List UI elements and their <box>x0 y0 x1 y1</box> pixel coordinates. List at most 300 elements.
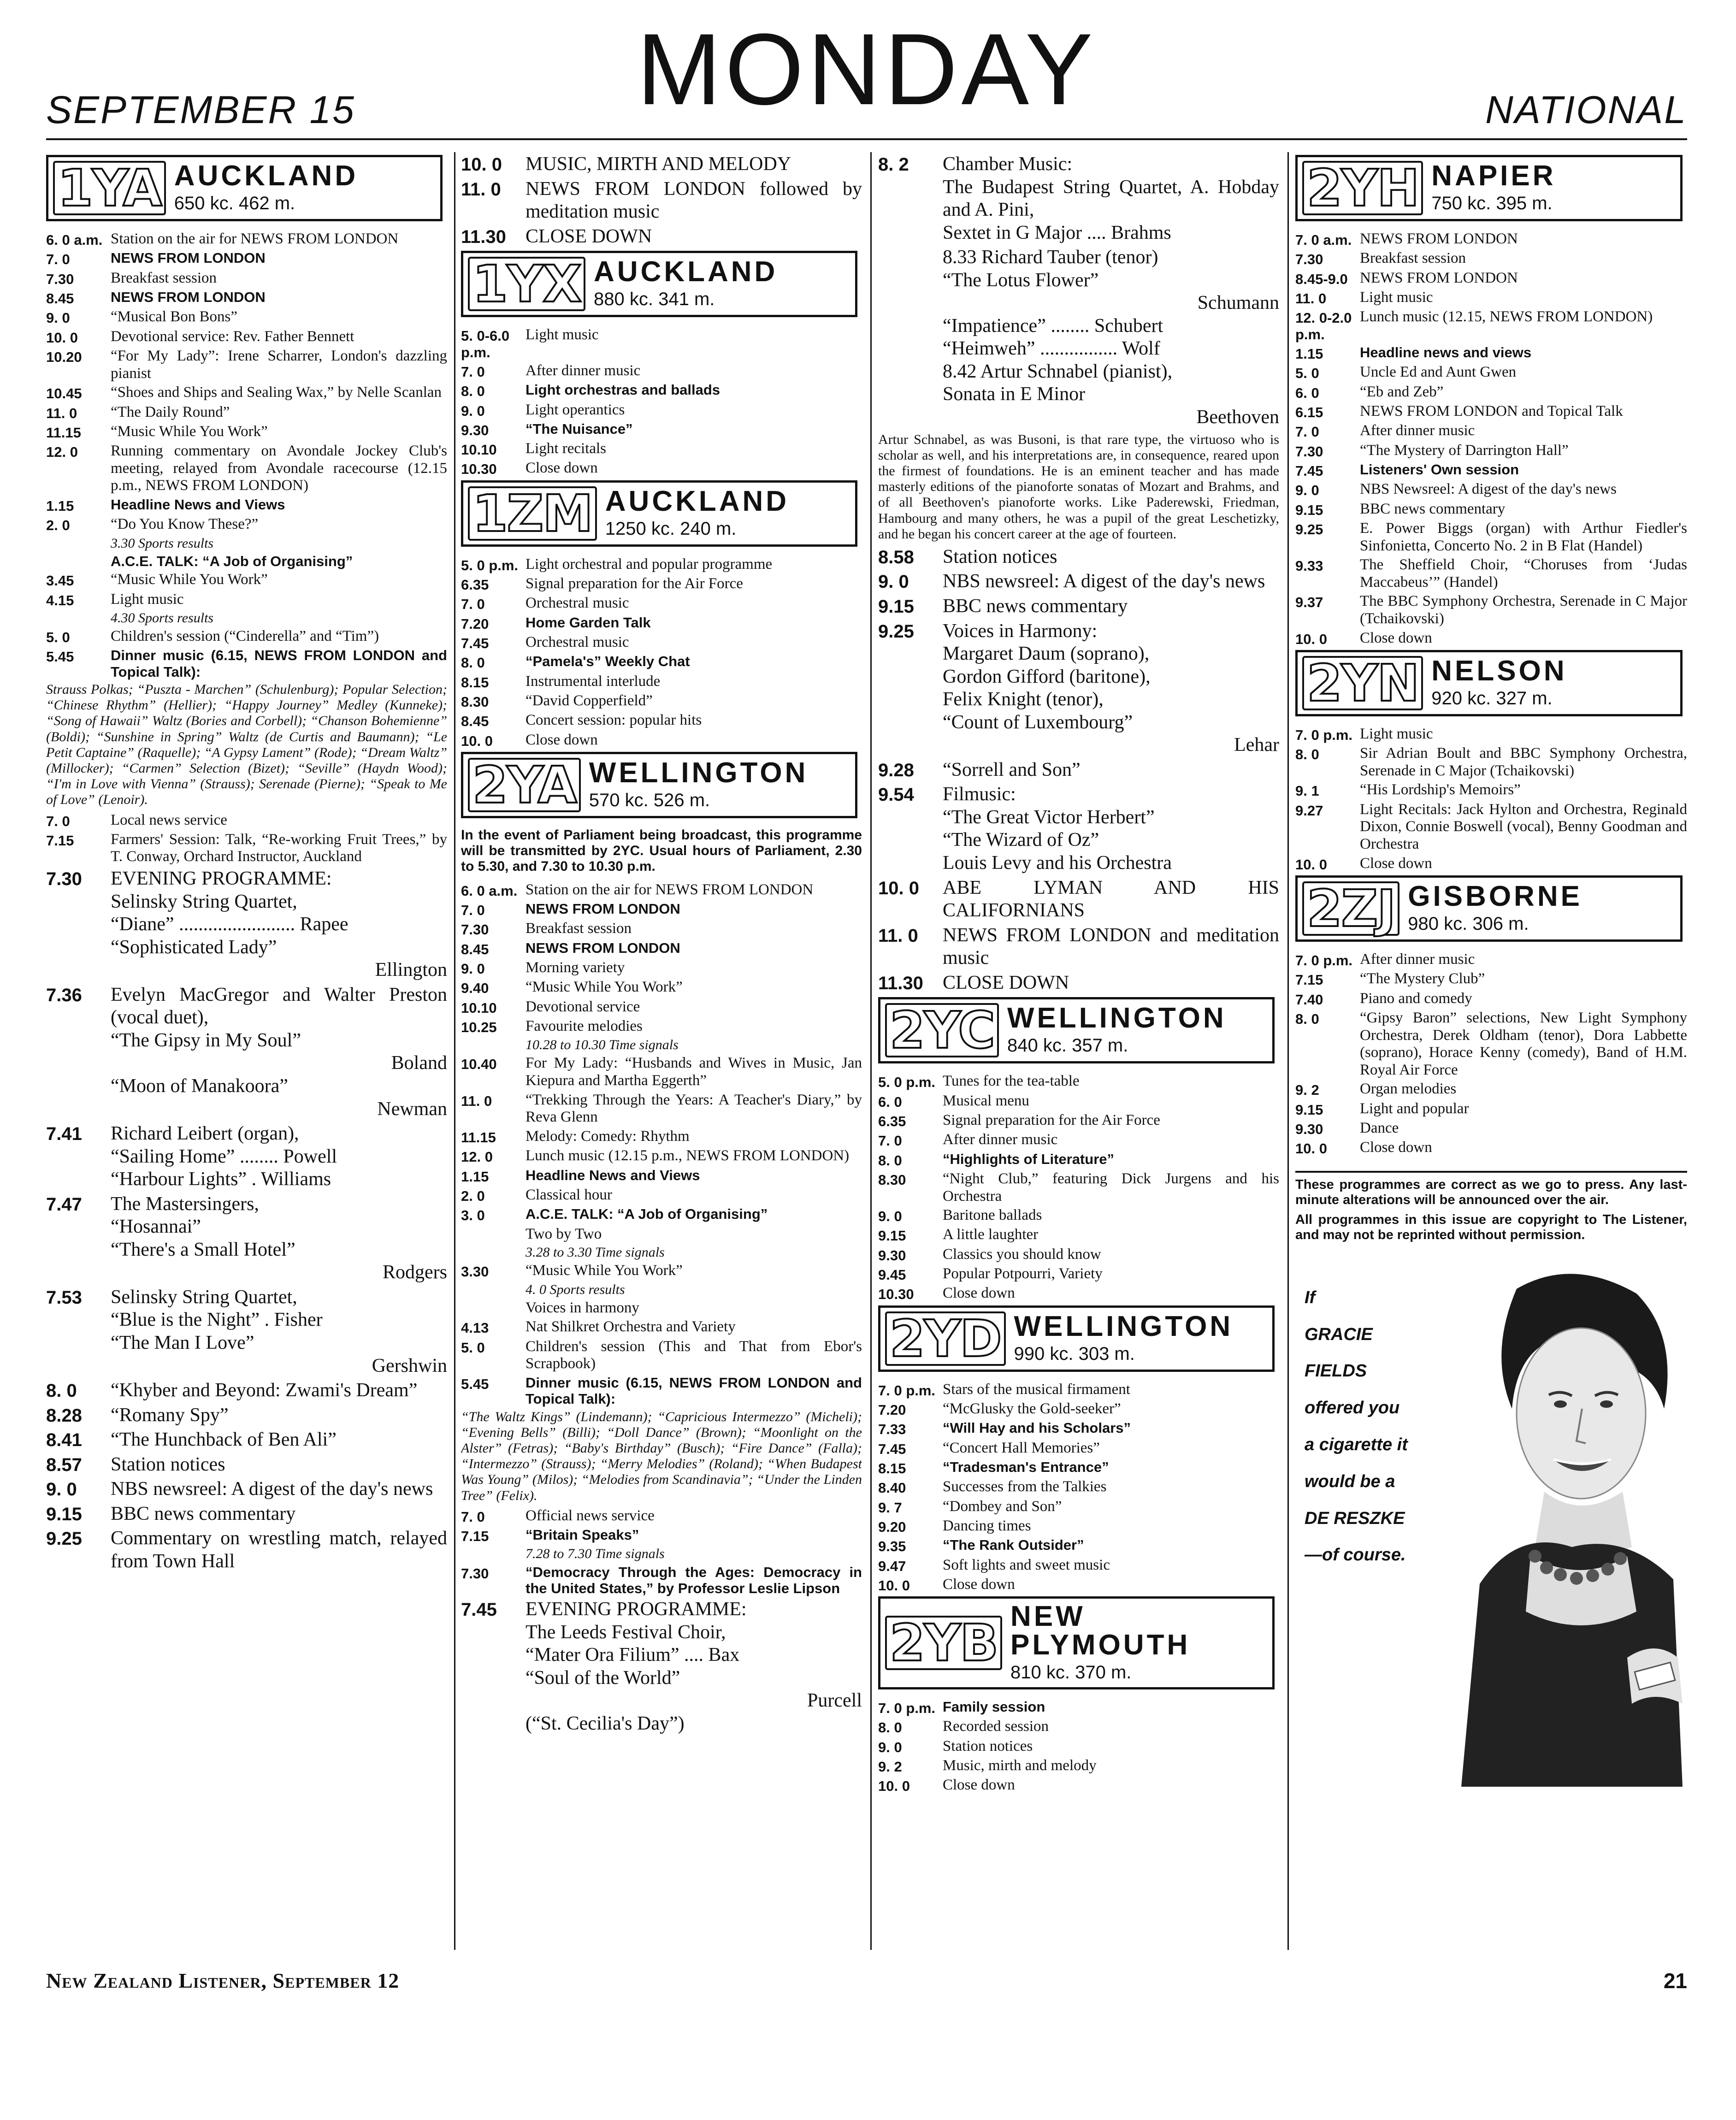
programme-description <box>111 1478 447 1501</box>
programme-item <box>1295 270 1687 287</box>
station-call-sign: 2YC <box>885 1003 999 1057</box>
programme-time: 10. 0 <box>461 732 493 749</box>
programme-time: 9.25 <box>46 1529 82 1549</box>
column-1 <box>46 152 447 1959</box>
programme-line: “Count of Luxembourg” <box>943 711 1133 733</box>
programme-description: Headline News and Views <box>526 1167 700 1183</box>
programme-item <box>1295 308 1687 343</box>
programme-item <box>1295 970 1687 988</box>
programme-description: Running commentary on Avondale Jockey Club's meeting, relayed from Avondale racecourse (12.15 p.m., NEWS FROM LONDON) <box>111 443 447 494</box>
programme-item <box>1295 403 1687 420</box>
programme-description: Musical menu <box>943 1092 1029 1109</box>
programme-description <box>943 153 1279 244</box>
programme-time: 4.15 <box>46 592 74 608</box>
programme-description: Recorded session <box>943 1718 1049 1735</box>
programme-description: Orchestral music <box>526 595 629 612</box>
programme-line: Evelyn MacGregor and Walter Preston (vocal duet), <box>111 984 447 1028</box>
programme-subnote: 4.30 Sports results <box>111 610 214 626</box>
programme-time: 11.15 <box>461 1129 496 1146</box>
programme-time: 6.35 <box>878 1113 906 1129</box>
programme-time: 9.28 <box>878 760 914 780</box>
programme-description: Light operantics <box>526 401 625 418</box>
station-name: NELSON <box>1431 655 1567 687</box>
programme-item <box>461 732 862 749</box>
station-name: WELLINGTON <box>1007 1002 1227 1034</box>
ad-text <box>1305 1280 1470 1574</box>
programme-description <box>526 1598 862 1735</box>
programme-description <box>111 984 447 1121</box>
programme-description: After dinner music <box>1360 951 1475 968</box>
programme-description: “Democracy Through the Ages: Democracy in the United States,” by Professor Leslie Lipson <box>526 1564 862 1596</box>
programme-line: Rodgers <box>383 1262 447 1283</box>
programme-time: 9. 0 <box>461 402 485 419</box>
programme-line: “There's a Small Hotel” <box>111 1239 295 1260</box>
programme-item <box>461 1507 862 1525</box>
programme-item <box>46 1453 447 1476</box>
station-info <box>1408 882 1582 935</box>
programme-time: 10.25 <box>461 1019 497 1035</box>
programme-line: CLOSE DOWN <box>526 225 652 247</box>
programme-description <box>111 1429 447 1452</box>
column-4 <box>1295 152 1687 1959</box>
programme-description: Dinner music (6.15, NEWS FROM LONDON and Topical Talk): <box>111 647 447 680</box>
station-call-sign: 2YB <box>885 1616 1002 1670</box>
programme-description: Light music <box>526 326 599 343</box>
programme-description: Headline News and Views <box>111 496 285 513</box>
programme-time: 9. 2 <box>878 1758 902 1775</box>
programme-time: 2. 0 <box>46 517 70 534</box>
programme-line: “Moon of Manakoora” <box>111 1075 288 1097</box>
programme-description: Devotional service <box>526 998 640 1015</box>
programme-description: Station notices <box>943 1737 1033 1754</box>
station-block <box>46 155 443 221</box>
programme-item <box>878 246 1279 429</box>
programme-line: “Impatience” ........ Schubert <box>943 315 1163 337</box>
programme-item <box>878 1092 1279 1110</box>
programme-time: 5.45 <box>461 1376 489 1393</box>
programme-line: “The Wizard of Oz” <box>943 829 1099 851</box>
programme-description: Devotional service: Rev. Father Bennett <box>111 328 354 345</box>
programme-item <box>878 1478 1279 1496</box>
programme-description: Signal preparation for the Air Force <box>943 1111 1160 1128</box>
programme-description: For My Lady: “Husbands and Wives in Music, Jan Kiepura and Martha Eggerth” <box>526 1055 862 1089</box>
programme-description: The BBC Symphony Orchestra, Serenade in C Major (Tchaikovski) <box>1360 593 1687 627</box>
programme-time: 8.30 <box>461 694 489 710</box>
station-block <box>878 997 1275 1063</box>
programme-line: Sonata in E Minor <box>943 384 1086 405</box>
programme-description <box>526 225 862 248</box>
programme-line: Richard Leibert (organ), <box>111 1123 299 1145</box>
programme-line: Purcell <box>807 1690 862 1712</box>
programme-description: “His Lordship's Memoirs” <box>1360 781 1521 798</box>
programme-description <box>943 546 1279 569</box>
programme-description <box>943 924 1279 970</box>
programme-time <box>461 1299 526 1317</box>
programme-item <box>461 1147 862 1165</box>
programme-description: Favourite melodies <box>526 1017 643 1034</box>
page-header <box>46 14 1687 138</box>
programme-subnote: 3.28 to 3.30 Time signals <box>526 1245 665 1260</box>
programme-description: After dinner music <box>943 1131 1058 1148</box>
programme-item <box>461 440 862 458</box>
programme-description: “Music While You Work” <box>526 1262 683 1279</box>
programme-item <box>878 1226 1279 1244</box>
programme-description: Instrumental interlude <box>526 673 661 690</box>
programme-time: 9.25 <box>878 621 914 642</box>
programme-time: 9.15 <box>1295 1101 1323 1118</box>
programme-description: Stars of the musical firmament <box>943 1381 1130 1398</box>
footer-publication: New Zealand Listener, September 12 <box>46 1969 400 1992</box>
programme-line: 8.33 Richard Tauber (tenor) <box>943 247 1158 268</box>
programme-description: Light music <box>111 591 184 608</box>
disclaimer-text: These programmes are correct as we go to press. Any last-minute alterations will be announced over the air. <box>1295 1177 1687 1207</box>
programme-description: Voices in harmony <box>526 1299 639 1316</box>
copyright-text: All programmes in this issue are copyright to The Listener, and may not be reprinted without permission. <box>1295 1212 1687 1242</box>
programme-line: Gordon Gifford (baritone), <box>943 666 1151 687</box>
programme-item <box>46 571 447 589</box>
programme-item <box>1295 855 1687 873</box>
programme-description <box>111 1193 447 1284</box>
programme-time: 5. 0-6.0 p.m. <box>461 328 510 360</box>
programme-description: “Music While You Work” <box>111 423 268 440</box>
programme-time: 7.47 <box>46 1194 82 1215</box>
programme-time: 7. 0 <box>461 902 485 918</box>
programme-description: “Concert Hall Memories” <box>943 1439 1100 1456</box>
programme-item <box>461 881 862 899</box>
header-date: SEPTEMBER 15 <box>46 88 355 131</box>
programme-item <box>878 546 1279 569</box>
programme-line: Gershwin <box>372 1355 447 1376</box>
programme-item <box>1295 461 1687 479</box>
programme-line: NEWS FROM LONDON and meditation music <box>943 924 1279 969</box>
ad-line: FIELDS <box>1305 1361 1367 1381</box>
programme-line: CLOSE DOWN <box>943 972 1069 993</box>
programme-time: 8.45-9.0 <box>1295 271 1348 287</box>
programme-line: “The Lotus Flower” <box>943 269 1099 291</box>
programme-time: 8. 0 <box>1295 1010 1319 1027</box>
ad-line: If <box>1305 1287 1316 1307</box>
programme-description: Two by Two <box>526 1225 602 1242</box>
programme-item <box>46 443 447 495</box>
programme-description: “Gipsy Baron” selections, New Light Symphony Orchestra, Derek Oldham (tenor), Dora Labbette (soprano), Horace Kenny (comedy), Band of H.M. Royal Air Force <box>1360 1009 1687 1078</box>
column-divider <box>870 152 872 1950</box>
programme-time: 8. 0 <box>46 1381 77 1401</box>
ad-line: would be a <box>1305 1471 1395 1491</box>
programme-list <box>878 1073 1279 1303</box>
programme-description: “Music While You Work” <box>526 979 683 996</box>
station-name: NEW PLYMOUTH <box>1010 1600 1191 1661</box>
programme-item <box>461 920 862 938</box>
programme-item <box>46 1429 447 1452</box>
programme-item <box>878 1151 1279 1169</box>
programme-description: A.C.E. TALK: “A Job of Organising” <box>111 553 353 569</box>
programme-list <box>461 881 862 1736</box>
programme-item <box>878 1112 1279 1129</box>
programme-line: Lehar <box>1234 734 1279 756</box>
programme-line: Station notices <box>943 546 1057 567</box>
programme-time: 8.45 <box>46 290 74 307</box>
programme-subnote: 3.30 Sports results <box>111 535 214 551</box>
programme-item <box>461 421 862 438</box>
programme-time: 11. 0 <box>46 405 77 421</box>
programme-time: 1.15 <box>461 1168 489 1185</box>
programme-description <box>943 246 1279 429</box>
page-number: 21 <box>1663 1969 1687 1993</box>
programme-item <box>461 326 862 360</box>
programme-description: “Pamela's” Weekly Chat <box>526 653 690 670</box>
programme-description <box>943 783 1279 874</box>
programme-list <box>878 153 1279 429</box>
programme-line: “Sorrell and Son” <box>943 759 1081 780</box>
programme-time: 9.35 <box>878 1538 906 1555</box>
programme-time: 10.30 <box>461 461 497 478</box>
dinner-music-list: Strauss Polkas; “Puszta - Marchen” (Schulenburg); Popular Selection; “Chinese Rhythm” (Hellier); “Happy Journey” Medley (Kunneke); “Song of Hawaii” Waltz (Bories and Corbell); “Chanson Bohemienne” (Boldi); “Sunshine in Spring” Waltz (de Curtis and Baumann); “Le Petit Captaine” (Raquelle); “A Gypsy Lament” (Rode); “Dream Waltz” (Millocker); “Carmen” Selection (Bizet); “Seville” (Haydn Wood); “I'm in Love with Vienna” (Strauss); Serenade (Pierne); “Speak to Me of Love” (Lenoir). <box>46 682 447 808</box>
programme-item <box>878 759 1279 782</box>
programme-line: The Leeds Festival Choir, <box>526 1621 726 1643</box>
programme-time: 11.30 <box>878 973 923 993</box>
programme-line: “Sailing Home” ........ Powell <box>111 1146 337 1167</box>
programme-time: 10.30 <box>878 1286 914 1303</box>
programme-time: 7.45 <box>461 635 489 652</box>
programme-item <box>46 1193 447 1284</box>
programme-item <box>46 1122 447 1191</box>
programme-time: 8.57 <box>46 1454 82 1475</box>
programme-item <box>1295 384 1687 401</box>
station-name: AUCKLAND <box>174 160 359 192</box>
programme-time: 6.35 <box>461 577 489 593</box>
programme-item <box>878 1073 1279 1090</box>
station-info <box>1014 1312 1234 1365</box>
programme-time: 7.20 <box>461 615 489 632</box>
programme-description: “The Mystery of Darrington Hall” <box>1360 442 1569 459</box>
programme-time: 8.15 <box>878 1460 906 1477</box>
programme-description: Close down <box>943 1285 1015 1302</box>
programme-description: “Shoes and Ships and Sealing Wax,” by Nelle Scanlan <box>111 384 442 401</box>
programme-line: Selinsky String Quartet, <box>111 1286 297 1308</box>
programme-time: 7.30 <box>461 921 489 938</box>
programme-subnote: 4. 0 Sports results <box>526 1281 625 1297</box>
programme-item <box>878 1246 1279 1264</box>
programme-description: Breakfast session <box>1360 250 1466 267</box>
programme-time: 7.36 <box>46 985 82 1005</box>
programme-line: Selinsky String Quartet, <box>111 891 297 912</box>
programme-time: 8. 0 <box>1295 746 1319 763</box>
programme-line: BBC news commentary <box>943 595 1128 617</box>
de-reszke-advertisement <box>1295 1261 1687 1791</box>
programme-description: NEWS FROM LONDON <box>111 250 266 266</box>
programme-time: 7. 0 p.m. <box>878 1382 936 1399</box>
programme-time: 7.30 <box>461 1565 489 1582</box>
programme-description <box>943 620 1279 757</box>
programme-item <box>461 1598 862 1735</box>
programme-time: 8. 0 <box>461 655 485 671</box>
programme-description: Breakfast session <box>526 920 632 937</box>
programme-time: 7. 0 <box>461 596 485 613</box>
programme-item <box>1295 801 1687 853</box>
programme-item <box>1295 1081 1687 1098</box>
station-frequency: 650 kc. 462 m. <box>174 193 295 214</box>
programme-item <box>1295 990 1687 1008</box>
programme-time: 12. 0 <box>46 444 78 461</box>
programme-line: EVENING PROGRAMME: <box>526 1599 747 1620</box>
programme-description: “The Rank Outsider” <box>943 1537 1084 1553</box>
programme-item <box>461 634 862 651</box>
programme-line: “The Gipsy in My Soul” <box>111 1029 301 1051</box>
programme-description: Close down <box>943 1777 1015 1794</box>
programme-line: The Budapest String Quartet, A. Hobday and A. Pini, <box>943 176 1279 221</box>
programme-time: 3.45 <box>46 573 74 589</box>
programme-description: Orchestral music <box>526 634 629 651</box>
station-frequency: 1250 kc. 240 m. <box>605 519 737 539</box>
programme-time: 8.45 <box>461 713 489 730</box>
station-call-sign: 2ZJ <box>1302 881 1399 936</box>
programme-description <box>943 877 1279 922</box>
programme-time: 3. 0 <box>461 1207 485 1224</box>
programme-item <box>46 423 447 441</box>
programme-time: 9. 2 <box>1295 1082 1319 1098</box>
station-name: WELLINGTON <box>1014 1310 1234 1342</box>
programme-item <box>461 1527 862 1544</box>
programme-item <box>461 1299 862 1317</box>
programme-description <box>943 570 1279 593</box>
programme-list <box>878 1381 1279 1594</box>
station-block <box>1295 875 1683 942</box>
programme-time: 7. 0 <box>878 1133 902 1149</box>
station-block <box>461 480 857 547</box>
programme-item <box>461 225 862 248</box>
programme-item <box>461 556 862 573</box>
programme-line: Newman <box>377 1098 447 1120</box>
programme-time: 6. 0 <box>878 1093 902 1110</box>
header-rule <box>46 138 1687 140</box>
programme-line: “Blue is the Night” . Fisher <box>111 1309 323 1331</box>
programme-time: 7.30 <box>46 271 74 287</box>
programme-item <box>1295 745 1687 779</box>
programme-time: 5. 0 p.m. <box>878 1074 936 1091</box>
programme-description: “Dombey and Son” <box>943 1498 1062 1515</box>
programme-time: 10.40 <box>461 1056 497 1073</box>
programme-time: 9.54 <box>878 785 914 805</box>
programme-line: “Romany Spy” <box>111 1404 229 1426</box>
programme-description: Signal preparation for the Air Force <box>526 575 743 592</box>
programme-item <box>1295 501 1687 518</box>
programme-description: “The Mystery Club” <box>1360 970 1485 987</box>
programme-time: 5. 0 <box>1295 365 1319 382</box>
programme-item <box>461 1055 862 1089</box>
programme-description: Station on the air for NEWS FROM LONDON <box>526 881 814 898</box>
programme-description: “Eb and Zeb” <box>1360 383 1444 400</box>
programme-line: “Hosannai” <box>111 1216 201 1238</box>
programme-line: NBS newsreel: A digest of the day's news <box>943 571 1265 592</box>
programme-time: 8.40 <box>878 1480 906 1496</box>
programme-description: NEWS FROM LONDON and Topical Talk <box>1360 402 1623 419</box>
programme-time: 11.15 <box>46 424 81 441</box>
programme-item <box>46 553 447 569</box>
programme-item <box>461 1564 862 1597</box>
programme-item <box>461 1018 862 1035</box>
programme-description: Classics you should know <box>943 1246 1101 1263</box>
programme-item <box>878 1738 1279 1755</box>
programme-description: Sir Adrian Boult and BBC Symphony Orchestra, Serenade in C Major (Tchaikovski) <box>1360 745 1687 779</box>
programme-time: 7.30 <box>1295 251 1323 268</box>
programme-description <box>111 1122 447 1191</box>
programme-time: 5. 0 <box>46 629 70 646</box>
programme-description: NEWS FROM LONDON <box>526 939 680 956</box>
programme-item <box>878 1265 1279 1283</box>
programme-description: Children's session (“Cinderella” and “Tim”) <box>111 628 379 645</box>
programme-item <box>878 1131 1279 1149</box>
programme-description: NEWS FROM LONDON <box>526 900 680 917</box>
programme-line: “Khyber and Beyond: Zwami's Dream” <box>111 1380 418 1401</box>
programme-item <box>46 404 447 421</box>
programme-description: NEWS FROM LONDON <box>1360 230 1518 247</box>
programme-item <box>878 153 1279 244</box>
dinner-music-list: “The Waltz Kings” (Lindemann); “Capricious Intermezzo” (Micheli); “Evening Bells” (Billi); “Doll Dance” (Brown); “Moonlight on the Alster” (Fetras); “Baby's Birthday” (Busch); “Fire Dance” (Falla); “Intermezzo” (Strauss); “Merry Melodies” (Roland); “When Budapest Was Young” (Milos); “Melodies from Scandinavia”; “Under the Linden Tree” (Felix). <box>461 1409 862 1503</box>
programme-item <box>878 877 1279 922</box>
programme-time: 9.40 <box>461 980 489 997</box>
programme-time: 9. 1 <box>1295 783 1319 799</box>
programme-time: 7.40 <box>1295 991 1323 1008</box>
programme-time: 10.10 <box>461 999 497 1016</box>
station-frequency: 750 kc. 395 m. <box>1431 193 1553 214</box>
programme-time: 9.15 <box>878 1228 906 1244</box>
programme-description: Home Garden Talk <box>526 614 651 631</box>
programme-time: 8.30 <box>878 1171 906 1188</box>
programme-time: 11. 0 <box>461 1092 492 1109</box>
column-2 <box>461 152 862 1959</box>
station-frequency: 840 kc. 357 m. <box>1007 1035 1128 1056</box>
programme-time: 10. 0 <box>878 878 919 898</box>
programme-item <box>878 924 1279 970</box>
station-block <box>878 1596 1275 1689</box>
programme-item <box>878 1498 1279 1516</box>
programme-item <box>878 620 1279 757</box>
programme-time: 3.30 <box>461 1264 489 1280</box>
programme-description <box>111 1453 447 1476</box>
column-divider <box>454 152 455 1950</box>
programme-item <box>461 1187 862 1204</box>
programme-item <box>461 901 862 918</box>
programme-list <box>1295 951 1687 1157</box>
station-call-sign: 2YH <box>1302 161 1423 215</box>
programme-item <box>46 516 447 533</box>
programme-item <box>1295 781 1687 799</box>
programme-description: Listeners' Own session <box>1360 461 1519 478</box>
page-footer <box>46 1968 1687 1996</box>
station-name: NAPIER <box>1431 160 1556 192</box>
programme-time: 8.41 <box>46 1430 82 1451</box>
programme-description: The Sheffield Choir, “Choruses from ‘Judas Maccabeus’” (Handel) <box>1360 556 1687 591</box>
programme-time: 12. 0 <box>461 1149 493 1165</box>
programme-time <box>878 246 943 429</box>
programme-description: Close down <box>1360 855 1432 872</box>
station-name: AUCKLAND <box>594 256 778 288</box>
programme-time: 8.15 <box>461 674 489 691</box>
programme-item <box>1295 230 1687 248</box>
programme-time: 10. 0 <box>1295 631 1327 647</box>
programme-description: Melody: Comedy: Rhythm <box>526 1128 690 1145</box>
programme-time: 10.20 <box>46 348 82 365</box>
programme-time: 7. 0 p.m. <box>1295 726 1353 743</box>
programme-description: Station on the air for NEWS FROM LONDON <box>111 230 399 247</box>
programme-list <box>878 1699 1279 1795</box>
programme-time: 7.15 <box>1295 972 1323 988</box>
programme-line: Chamber Music: <box>943 154 1073 175</box>
programme-time: 11. 0 <box>461 179 501 200</box>
programme-description: Soft lights and sweet music <box>943 1556 1110 1573</box>
programme-item <box>46 628 447 645</box>
programme-item <box>461 1375 862 1407</box>
